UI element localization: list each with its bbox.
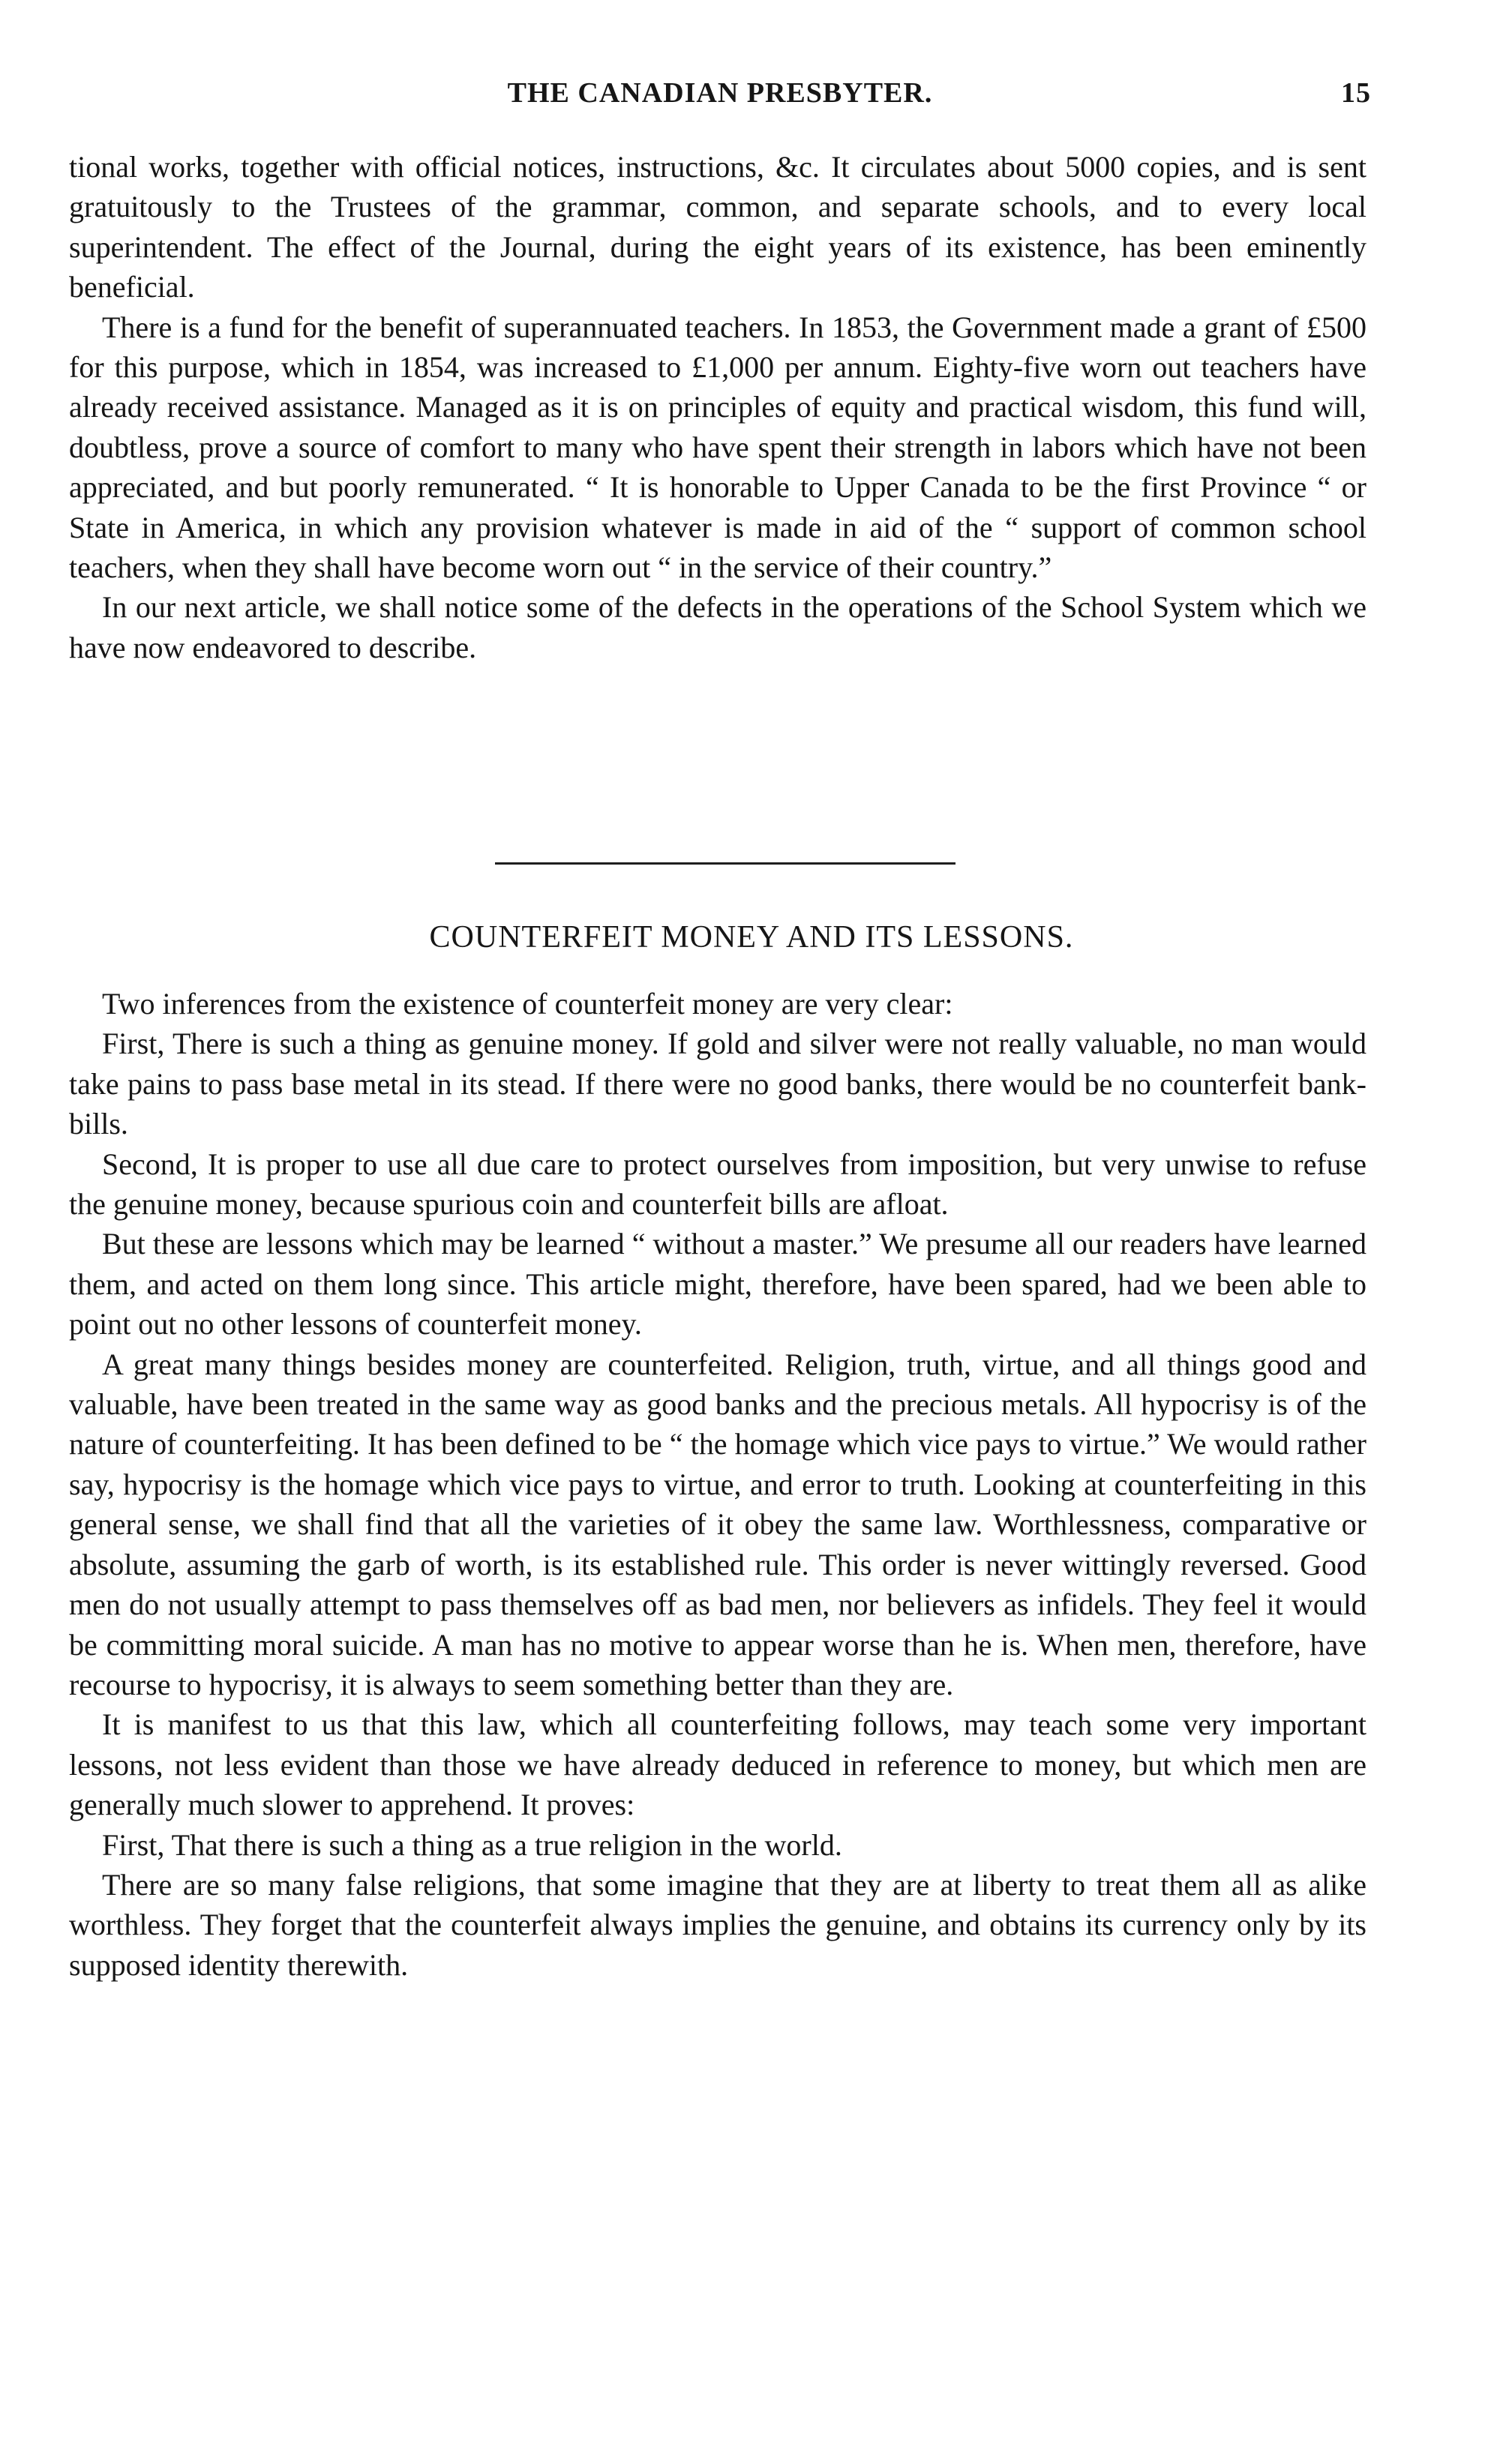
paragraph: A great many things besides money are counterfeited. Religion, truth, virtue, and all things good and valuable, have been treated in the same way as good banks and the precious metals. All hypocrisy is of the nature of counterfeiting. It has been defined to be “ the homage which vice pays to virtue.” We would rather say, hypocrisy is the homage which vice pays to virtue, and error to truth. Looking at counterfeiting in this general sense, we shall find that all the varieties of it obey the same law. Worthlessness, comparative or absolute, assuming the garb of worth, is its established rule. This order is never wittingly reversed. Good men do not usually attempt to pass themselves off as bad men, nor believers as infidels. They feel it would be committing moral suicide. A man has no motive to appear worse than he is. When men, therefore, have recourse to hypocrisy, it is always to seem something better than they are. — [69, 1347, 1366, 1701]
paragraph: tional works, together with official notices, instructions, &c. It circulates about 5000 copies, and is sent gratuitously to the Trustees of the grammar, common, and separate schools, and to every local superintendent. The effect of the Journal, during the eight years of its existence, has been eminently beneficial. — [69, 150, 1366, 304]
schools-article-continuation — [69, 147, 1366, 667]
paragraph: Second, It is proper to use all due care to protect ourselves from imposition, but very unwise to refuse the genuine money, because spurious coin and counterfeit bills are afloat. — [69, 1147, 1366, 1222]
running-title: THE CANADIAN PRESBYTER. — [507, 77, 933, 109]
paragraph: But these are lessons which may be learned “ without a master.” We presume all our readers have learned them, and acted on them long since. This article might, therefore, have been spared, had we been able to point out no other lessons of counterfeit money. — [69, 1227, 1366, 1341]
paragraph: Two inferences from the existence of counterfeit money are very clear: — [102, 987, 953, 1021]
paragraph: There are so many false religions, that some imagine that they are at liberty to treat them all as alike worthless. They forget that the counterfeit always implies the genuine, and obtains its currency only by its supposed identity therewith. — [69, 1867, 1366, 1982]
paragraph: It is manifest to us that this law, which all counterfeiting follows, may teach some very important lessons, not less evident than those we have already deduced in reference to money, but which men are generally much slower to apprehend. It proves: — [69, 1707, 1366, 1822]
paragraph: First, That there is such a thing as a true religion in the world. — [102, 1827, 842, 1862]
paragraph: There is a fund for the benefit of superannuated teachers. In 1853, the Government made a grant of £500 for this purpose, which in 1854, was increased to £1,000 per annum. Eighty-five worn out teachers have already received assistance. Managed as it is on principles of equity and practical wisdom, this fund will, doubtless, prove a source of comfort to many who have spent their strength in labors which have not been appreciated, and but poorly remunerated. “ It is honorable to Upper Canada to be the first Province “ or State in America, in which any provision whatever is made in aid of the “ support of common school teachers, when they shall have become worn out “ in the service of their country.” — [69, 310, 1366, 585]
article-title: COUNTERFEIT MONEY AND ITS LESSONS. — [429, 920, 1074, 955]
counterfeit-article-body — [69, 984, 1366, 1985]
page-number: 15 — [1341, 77, 1371, 109]
section-divider — [495, 862, 956, 865]
paragraph: First, There is such a thing as genuine money. If gold and silver were not really valuable, no man would take pains to pass base metal in its stead. If there were no good banks, there would be no counterfeit bank-bills. — [69, 1027, 1366, 1141]
paragraph: In our next article, we shall notice some of the defects in the operations of the School System which we have now endeavored to describe. — [69, 590, 1366, 664]
running-head — [69, 76, 1371, 112]
